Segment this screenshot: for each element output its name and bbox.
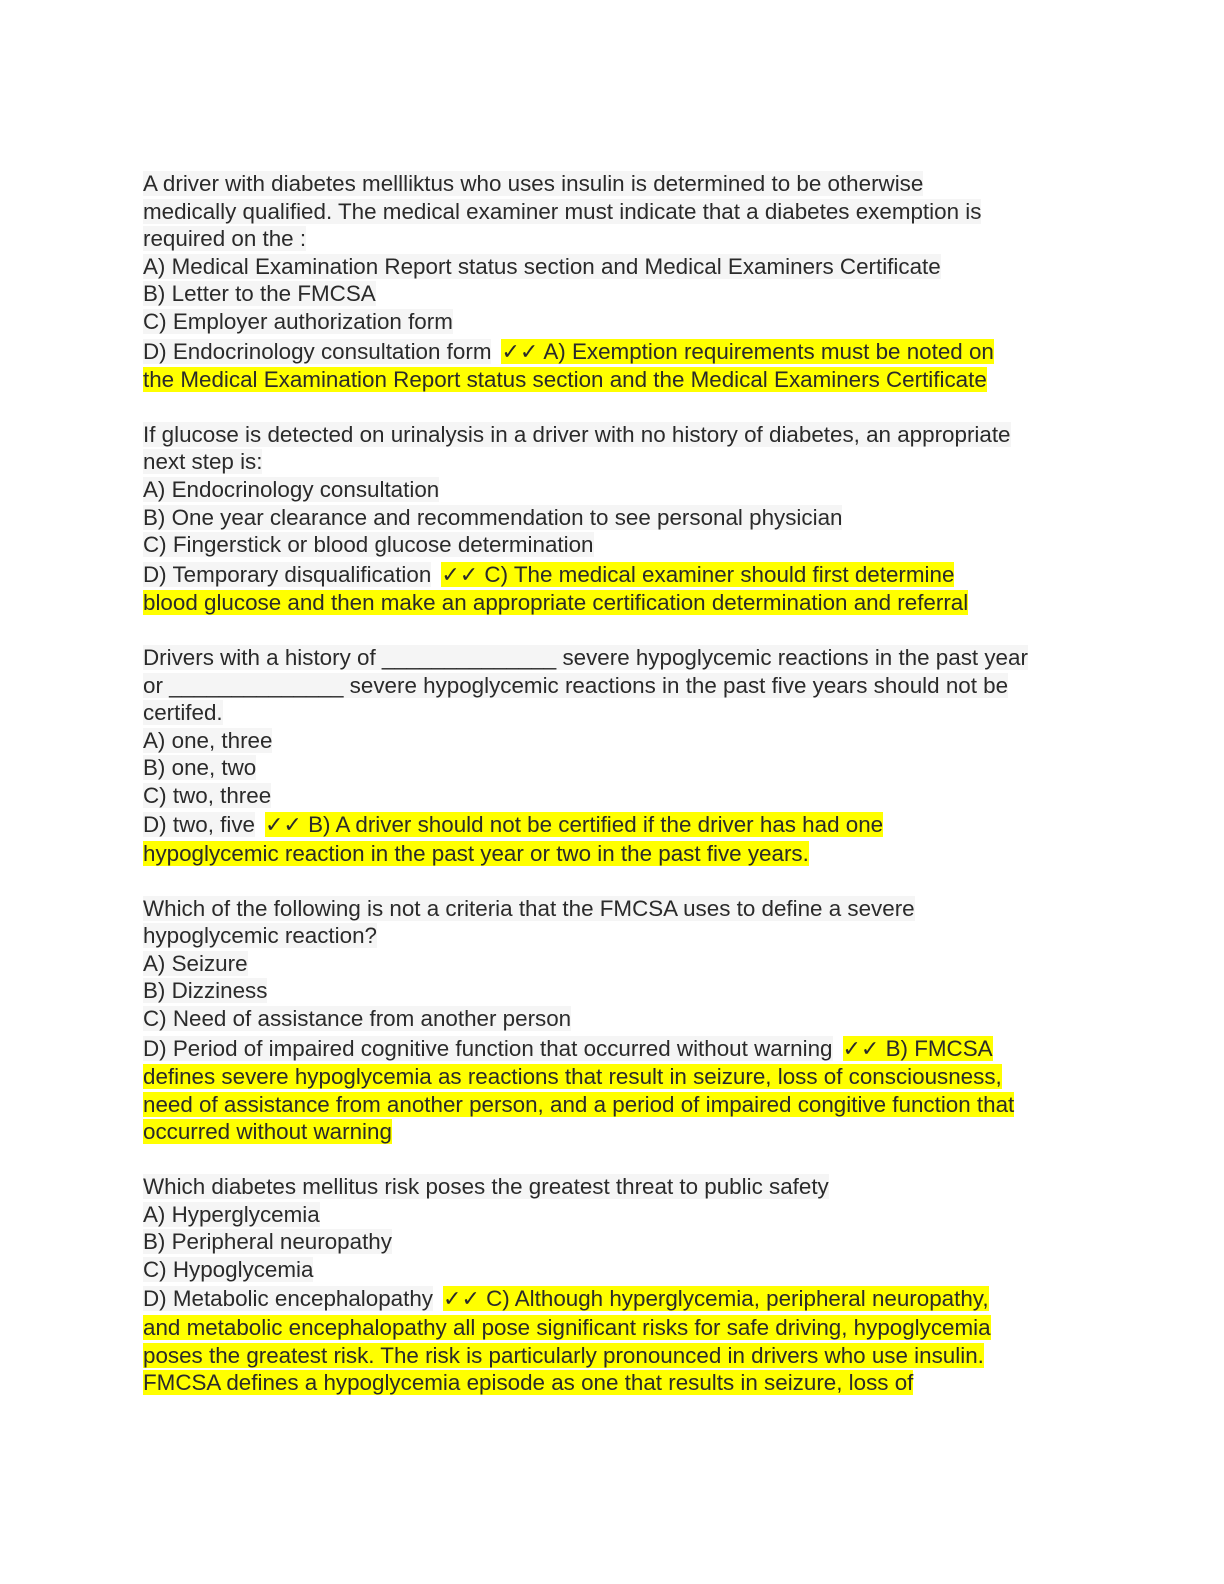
question-line: certifed. [143, 700, 223, 726]
option-text: D) Metabolic encephalopathy [143, 1286, 434, 1312]
answer-option [143, 1256, 1083, 1284]
question-block [143, 170, 1083, 394]
question-line: or ______________ severe hypoglycemic reactions in the past five years should not be [143, 672, 1009, 698]
answer-option [143, 253, 1083, 281]
correct-answer-highlight [843, 1036, 993, 1061]
answer-explanation: the Medical Examination Report status section and the Medical Examiners Certificate [143, 367, 987, 393]
question-block [143, 1173, 1083, 1397]
double-check-icon: ✓✓ [441, 562, 479, 588]
question-text [143, 922, 1083, 950]
question-line: next step is: [143, 449, 263, 475]
answer-explanation: and metabolic encephalopathy all pose significant risks for safe driving, hypoglycemia [143, 1314, 991, 1340]
double-check-icon: ✓✓ [264, 813, 302, 839]
answer-explanation: hypoglycemic reaction in the past year or two in the past five years. [143, 841, 809, 867]
answer-option [143, 504, 1083, 532]
option-text: C) Employer authorization form [143, 308, 453, 334]
option-text: C) Hypoglycemia [143, 1256, 314, 1282]
question-text [143, 672, 1083, 700]
question-block [143, 895, 1083, 1146]
question-line: hypoglycemic reaction? [143, 923, 377, 949]
answer-explanation: need of assistance from another person, and a period of impaired congitive function that [143, 1091, 1015, 1117]
answer-explanation-line [143, 840, 1083, 868]
option-text: D) two, five [143, 812, 255, 838]
question-text [143, 895, 1083, 923]
answer-explanation: C) Although hyperglycemia, peripheral neuropathy, [486, 1286, 989, 1312]
option-text: C) Need of assistance from another person [143, 1006, 572, 1032]
answer-option-last [143, 811, 1083, 840]
option-text: A) Endocrinology consultation [143, 476, 440, 502]
question-text [143, 225, 1083, 253]
question-text [143, 198, 1083, 226]
correct-answer-highlight [443, 1286, 989, 1311]
answer-option-last [143, 561, 1083, 590]
answer-explanation-line [143, 1118, 1083, 1146]
double-check-icon: ✓✓ [501, 339, 539, 365]
answer-explanation-line [143, 1314, 1083, 1342]
answer-explanation-line [143, 1342, 1083, 1370]
question-line: If glucose is detected on urinalysis in a driver with no history of diabetes, an appropriate [143, 421, 1011, 447]
answer-explanation-line [143, 1063, 1083, 1091]
question-line: required on the : [143, 226, 307, 252]
answer-option [143, 754, 1083, 782]
option-text: A) Seizure [143, 950, 248, 976]
question-text [143, 699, 1083, 727]
option-text: B) Dizziness [143, 978, 268, 1004]
option-text: B) One year clearance and recommendation to see personal physician [143, 504, 843, 530]
question-line: Drivers with a history of ______________ severe hypoglycemic reactions in the past year [143, 644, 1028, 670]
answer-option [143, 308, 1083, 336]
question-text [143, 170, 1083, 198]
answer-explanation-line [143, 366, 1083, 394]
option-text: A) Hyperglycemia [143, 1201, 320, 1227]
answer-option-last [143, 1285, 1083, 1314]
question-block [143, 421, 1083, 617]
answer-option [143, 1005, 1083, 1033]
answer-option [143, 476, 1083, 504]
answer-option [143, 531, 1083, 559]
question-line: Which of the following is not a criteria that the FMCSA uses to define a severe [143, 895, 915, 921]
option-text: C) Fingerstick or blood glucose determination [143, 532, 594, 558]
option-text: B) Peripheral neuropathy [143, 1229, 392, 1255]
correct-answer-highlight [265, 812, 883, 837]
answer-option [143, 1201, 1083, 1229]
option-text: B) one, two [143, 755, 257, 781]
question-line: A driver with diabetes mellliktus who uses insulin is determined to be otherwise [143, 171, 924, 196]
double-check-icon: ✓✓ [842, 1036, 880, 1062]
answer-option [143, 727, 1083, 755]
option-text: A) Medical Examination Report status section and Medical Examiners Certificate [143, 253, 941, 279]
answer-option-last [143, 338, 1083, 367]
question-line: Which diabetes mellitus risk poses the greatest threat to public safety [143, 1174, 829, 1199]
option-text: D) Endocrinology consultation form [143, 338, 492, 364]
answer-explanation: B) FMCSA [885, 1035, 993, 1061]
answer-explanation: blood glucose and then make an appropriate certification determination and referral [143, 590, 969, 616]
answer-explanation: A) Exemption requirements must be noted on [543, 338, 994, 364]
question-block [143, 644, 1083, 868]
question-line: medically qualified. The medical examiner must indicate that a diabetes exemption is [143, 198, 982, 224]
question-text [143, 448, 1083, 476]
option-text: B) Letter to the FMCSA [143, 281, 376, 307]
answer-option [143, 950, 1083, 978]
answer-option-last [143, 1035, 1083, 1064]
answer-explanation: occurred without warning [143, 1119, 392, 1145]
answer-explanation-line [143, 1091, 1083, 1119]
option-text: D) Temporary disqualification [143, 561, 432, 587]
option-text: C) two, three [143, 782, 272, 808]
answer-explanation: B) A driver should not be certified if the driver has had one [308, 812, 884, 838]
answer-option [143, 977, 1083, 1005]
answer-explanation: defines severe hypoglycemia as reactions that result in seizure, loss of consciousness, [143, 1064, 1002, 1090]
answer-explanation: C) The medical examiner should first determine [484, 561, 955, 587]
question-text [143, 421, 1083, 449]
answer-explanation: FMCSA defines a hypoglycemia episode as one that results in seizure, loss of [143, 1370, 914, 1396]
answer-explanation-line [143, 589, 1083, 617]
question-text [143, 1173, 1083, 1201]
correct-answer-highlight [501, 339, 993, 364]
option-text: D) Period of impaired cognitive function that occurred without warning [143, 1035, 833, 1061]
answer-option [143, 280, 1083, 308]
double-check-icon: ✓✓ [443, 1287, 480, 1313]
document-page [143, 170, 1083, 1424]
answer-explanation: poses the greatest risk. The risk is particularly pronounced in drivers who use insulin. [143, 1342, 984, 1368]
option-text: A) one, three [143, 727, 273, 753]
answer-explanation-line [143, 1369, 1083, 1397]
question-text [143, 644, 1083, 672]
answer-option [143, 782, 1083, 810]
answer-option [143, 1228, 1083, 1256]
correct-answer-highlight [441, 562, 954, 587]
